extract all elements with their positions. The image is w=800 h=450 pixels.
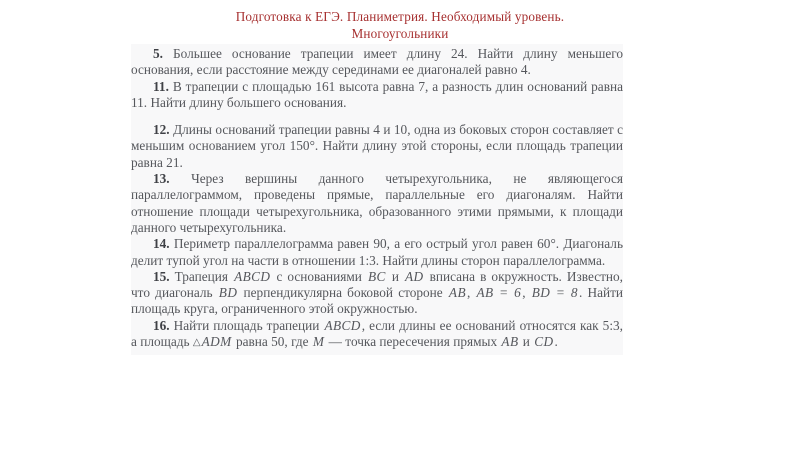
problem-text: Через вершины данного четырехугольника, не являющегося параллелограммом, проведены прямые, параллельные его диагоналям. Найти отношение площади четырехугольника, образованного этими прямыми, к площади данного четырехугольника. [131,171,623,235]
problem-item [131,122,623,171]
scanned-text-block [131,44,623,355]
problem-text: вписана в окружность. Известно, что диагональ [131,268,624,301]
problem-text: , [466,285,476,301]
math-label: CD [534,334,554,350]
problem-text: равна 50, где [232,334,312,350]
math-label: BD [218,285,238,301]
problem-number: 12. [153,122,170,138]
math-label: M [312,334,325,350]
problem-number: 13. [153,171,170,187]
title-line-primary: Подготовка к ЕГЭ. Планиметрия. Необходимый уровень. [235,9,565,24]
problem-text: с основаниями [271,268,367,284]
math-label: AD [405,268,424,284]
problem-item [131,46,623,79]
title-line-secondary: Многоугольники [351,25,449,41]
problem-text: — точка пересечения прямых [325,334,501,350]
math-label: BD = 8 [531,285,578,301]
math-label: AB [501,334,519,350]
triangle-icon: △ [192,337,201,349]
problem-number: 11. [153,78,169,94]
problem-item [131,269,623,318]
problem-number: 5. [153,46,163,61]
problem-text: Большее основание трапеции имеет длину 24. Найти длину меньшего основания, если расстояние между серединами ее диагоналей равно 4. [131,46,623,78]
problem-text: . Найти площадь круга, ограниченного этой окружностью. [131,285,624,317]
problem-text: и [519,334,534,350]
math-label: AB = 6 [476,285,522,301]
math-label: ABCD [234,268,271,284]
problem-item [131,236,623,269]
problem-number: 16. [153,317,170,333]
page-title [0,9,800,42]
problem-item [131,171,623,236]
math-label: ABCD [324,317,361,333]
problem-text: перпендикулярна боковой стороне [238,285,448,301]
problem-text: В трапеции с площадью 161 высота равна 7, а разность длин оснований равна 11. Найти длину большего основания. [131,78,623,110]
problem-text: . [554,334,558,350]
problem-item [131,79,623,112]
problem-number: 15. [153,268,170,284]
problem-text: Периметр параллелограмма равен 90, а его острый угол равен 60°. Диагональ делит тупой угол на части в отношении 1:3. Найти длины сторон параллелограмма. [131,236,624,268]
problem-number: 14. [153,236,170,252]
math-label: BC [367,268,386,284]
problem-text: , [522,285,531,301]
problem-text: Длины оснований трапеции равны 4 и 10, одна из боковых сторон составляет с меньшим основанием угол 150°. Найти длину этой стороны, если площадь трапеции равна 21. [131,122,623,170]
problem-text: и [386,268,404,284]
problem-item [131,318,623,352]
problem-text: Трапеция [174,268,234,284]
math-label: AB [448,285,466,301]
problem-text: Найти площадь трапеции [173,317,324,333]
problem-text: , если длины ее оснований относятся как 5:3, а площадь [131,317,623,350]
math-label: ADM [201,334,232,350]
